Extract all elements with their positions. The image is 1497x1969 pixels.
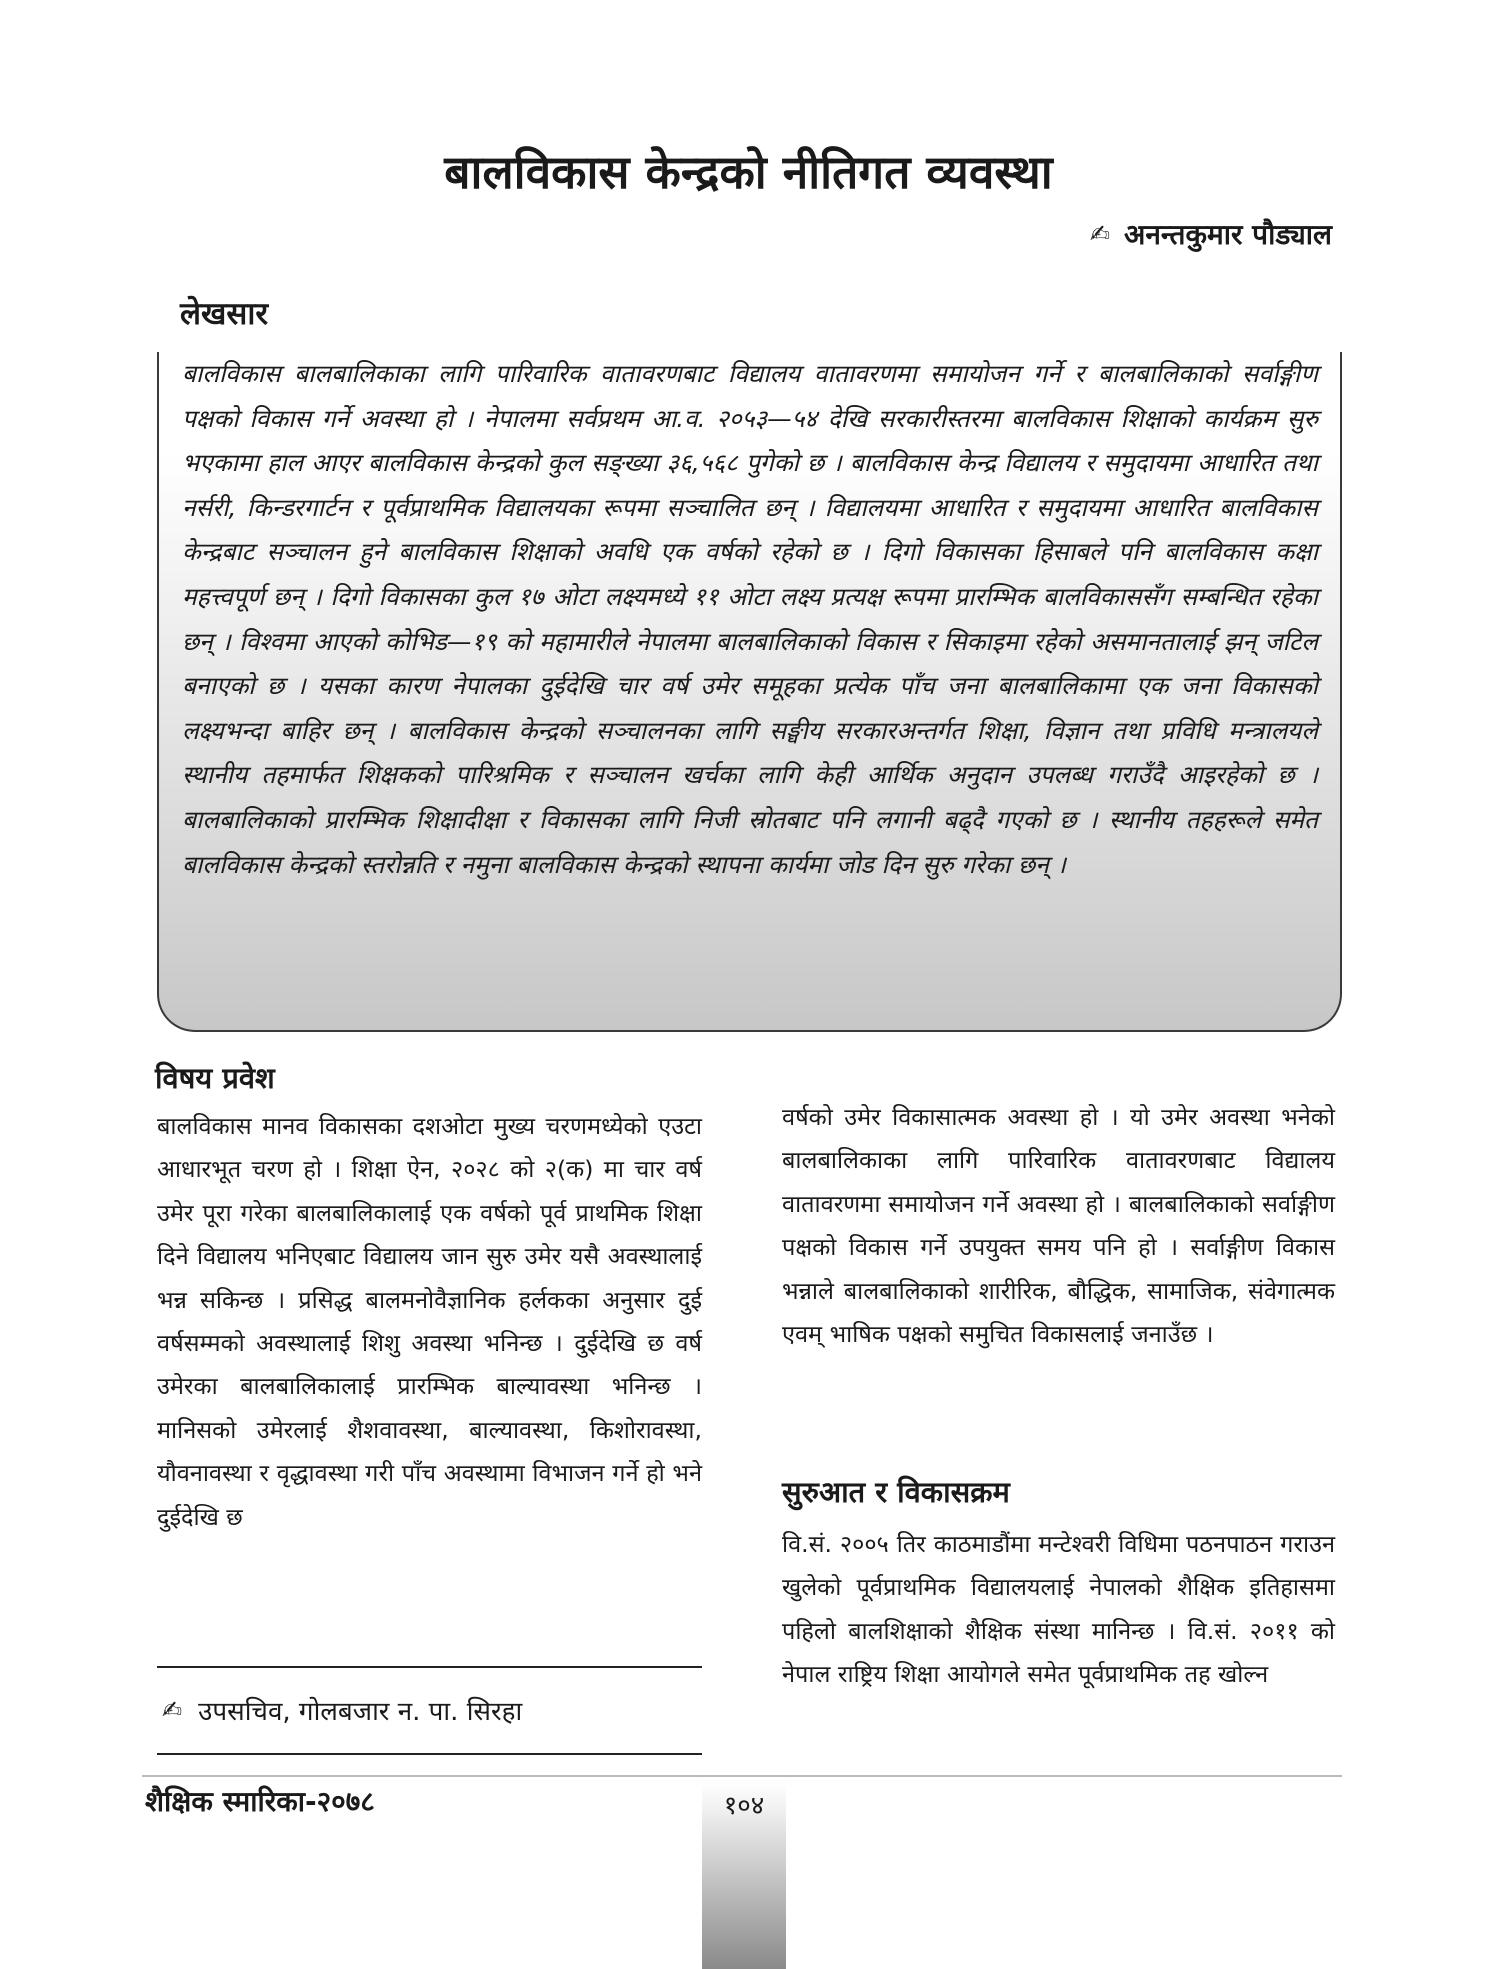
- abstract-text: बालविकास बालबालिकाका लागि पारिवारिक वातावरणबाट विद्यालय वातावरणमा समायोजन गर्ने र बालबालिकाको सर्वाङ्गीण पक्षको विकास गर्ने अवस्था हो । नेपालमा सर्वप्रथम आ.व. २०५३—५४ देखि सरकारीस्तरमा बालविकास शिक्षाको कार्यक्रम सुरु भएकामा हाल आएर बालविकास केन्द्रको कुल सङ्ख्या ३६,५६८ पुगेको छ । बालविकास केन्द्र विद्यालय र समुदायमा आधारित तथा नर्सरी, किन्डरगार्टन र पूर्वप्राथमिक विद्यालयका रूपमा सञ्चालित छन् । विद्यालयमा आधारित र समुदायमा आधारित बालविकास केन्द्रबाट सञ्चालन हुने बालविकास शिक्षाको अवधि एक वर्षको रहेको छ । दिगो विकासका हिसाबले पनि बालविकास कक्षा महत्त्वपूर्ण छन् । दिगो विकासका कुल १७ ओटा लक्ष्यमध्ये ११ ओटा लक्ष्य प्रत्यक्ष रूपमा प्रारम्भिक बालविकाससँग सम्बन्धित रहेका छन् । विश्वमा आएको कोभिड—१९ को महामारीले नेपालमा बालबालिकाको विकास र सिकाइमा रहेको असमानतालाई झन् जटिल बनाएको छ । यसका कारण नेपालका दुईदेखि चार वर्ष उमेर समूहका प्रत्येक पाँच जना बालबालिकामा एक जना विकासको लक्ष्यभन्दा बाहिर छन् । बालविकास केन्द्रको सञ्चालनका लागि सङ्घीय सरकारअन्तर्गत शिक्षा, विज्ञान तथा प्रविधि मन्त्रालयले स्थानीय तहमार्फत शिक्षकको पारिश्रमिक र सञ्चालन खर्चका लागि केही आर्थिक अनुदान उपलब्ध गराउँदै आइरहेको छ । बालबालिकाको प्रारम्भिक शिक्षादीक्षा र विकासका लागि निजी स्रोतबाट पनि लगानी बढ्दै गएको छ । स्थानीय तहहरूले समेत बालविकास केन्द्रको स्तरोन्नति र नमुना बालविकास केन्द्रको स्थापना कार्यमा जोड दिन सुरु गरेका छन् ।: [182, 359, 1319, 879]
- history-text: वि.सं. २००५ तिर काठमाडौंमा मन्टेश्वरी विधिमा पठनपाठन गराउन खुलेको पूर्वप्राथमिक विद्यालयलाई नेपालको शैक्षिक इतिहासमा पहिलो बालशिक्षाको शैक्षिक संस्था मानिन्छ । वि.सं. २०११ को नेपाल राष्ट्रिय शिक्षा आयोगले समेत पूर्वप्राथमिक तह खोल्न: [782, 1530, 1335, 1689]
- footnote-bottom-divider: [157, 1753, 702, 1755]
- article-title: बालविकास केन्द्रको नीतिगत व्यवस्था: [444, 145, 1053, 199]
- page-number-tab: [702, 1782, 786, 1969]
- page-number: १०४: [723, 1791, 765, 1821]
- author-footnote: [162, 1692, 522, 1728]
- footnote-text: उपसचिव, गोलबजार न. पा. सिरहा: [198, 1697, 523, 1727]
- pen-writing-icon: ✍: [1089, 220, 1110, 248]
- pen-writing-icon: ✍: [162, 1696, 183, 1724]
- footer-divider: [142, 1775, 1342, 1777]
- intro-heading: विषय प्रवेश: [155, 1061, 275, 1095]
- footnote-divider: [157, 1666, 702, 1668]
- intro-left-column-text: बालविकास मानव विकासका दशओटा मुख्य चरणमध्येको एउटा आधारभूत चरण हो । शिक्षा ऐन, २०२८ को २(क) मा चार वर्ष उमेर पूरा गरेका बालबालिकालाई एक वर्षको पूर्व प्राथमिक शिक्षा दिने विद्यालय भनिएबाट विद्यालय जान सुरु उमेर यसै अवस्थालाई भन्न सकिन्छ । प्रसिद्ध बालमनोवैज्ञानिक हर्लकका अनुसार दुई वर्षसम्मको अवस्थालाई शिशु अवस्था भनिन्छ । दुईदेखि छ वर्ष उमेरका बालबालिकालाई प्रारम्भिक बाल्यावस्था भनिन्छ । मानिसको उमेरलाई शैशवावस्था, बाल्यावस्था, किशोरावस्था, यौवनावस्था र वृद्धावस्था गरी पाँच अवस्थामा विभाजन गर्ने हो भने दुईदेखि छ: [157, 1112, 702, 1531]
- abstract-box: [157, 352, 1342, 1032]
- author-name: अनन्तकुमार पौड्याल: [1123, 218, 1332, 251]
- abstract-heading: लेखसार: [180, 296, 269, 332]
- publication-name: शैक्षिक स्मारिका-२०७८: [145, 1785, 375, 1818]
- intro-right-column-text: वर्षको उमेर विकासात्मक अवस्था हो । यो उमेर अवस्था भनेको बालबालिकाका लागि पारिवारिक वातावरणबाट विद्यालय वातावरणमा समायोजन गर्ने अवस्था हो । बालबालिकाको सर्वाङ्गीण पक्षको विकास गर्ने उपयुक्त समय पनि हो । सर्वाङ्गीण विकास भन्नाले बालबालिकाको शारीरिक, बौद्धिक, सामाजिक, संवेगात्मक एवम् भाषिक पक्षको समुचित विकासलाई जनाउँछ ।: [782, 1103, 1335, 1349]
- author-line: [1090, 215, 1332, 253]
- history-heading: सुरुआत र विकासक्रम: [782, 1475, 1010, 1509]
